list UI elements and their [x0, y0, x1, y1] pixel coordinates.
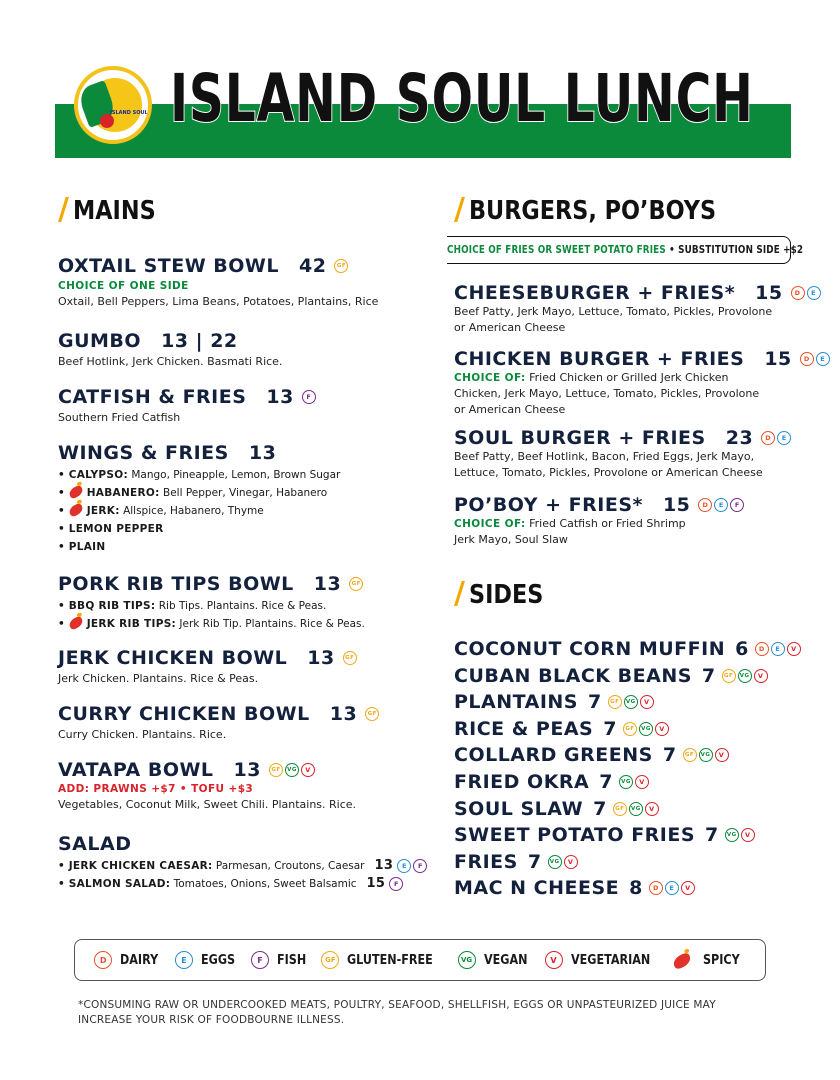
- legend-label: FISH: [277, 952, 307, 968]
- salad-text: Parmesan, Croutons, Caesar: [215, 860, 365, 872]
- sides-heading: / SIDES: [454, 576, 544, 611]
- side-name: PLANTAINS: [454, 691, 578, 714]
- diet-badges: [722, 669, 768, 683]
- menu-item: [58, 442, 340, 556]
- side-name-row: [454, 718, 669, 740]
- side-price: 6: [735, 638, 749, 660]
- vegan-badge-icon: VG: [619, 775, 633, 789]
- diet-badges: [698, 498, 744, 512]
- option-text: Rib Tips. Plantains. Rice & Peas.: [158, 600, 327, 612]
- bullet-dot: •: [58, 541, 65, 553]
- gluten-free-badge-icon: GF: [722, 669, 736, 683]
- item-name: CATFISH & FRIES: [58, 386, 247, 408]
- gluten-free-badge-icon: GF: [343, 651, 357, 665]
- eggs-badge-icon: E: [714, 498, 728, 512]
- vegetarian-badge-icon: V: [564, 855, 578, 869]
- item-price: 13: [233, 759, 261, 781]
- item-price: 42: [299, 255, 327, 277]
- item-description: Jerk Mayo, Soul Slaw: [454, 533, 568, 546]
- side-name: FRIES: [454, 850, 518, 873]
- item-name: SOUL BURGER + FRIES: [454, 427, 706, 449]
- legend-item: [94, 951, 164, 969]
- side-name: RICE & PEAS: [454, 717, 594, 740]
- diet-badges: [548, 855, 578, 869]
- diet-badges: [761, 431, 791, 445]
- side-name: SWEET POTATO FRIES: [454, 824, 696, 847]
- option-label: PLAIN: [68, 541, 106, 553]
- side-item: [454, 851, 578, 873]
- item-description: Beef Hotlink, Jerk Chicken. Basmati Rice.: [58, 355, 283, 368]
- eggs-badge-icon: E: [816, 352, 830, 366]
- heading-slash: /: [454, 576, 465, 611]
- item-price: 13: [266, 386, 294, 408]
- option-label: CALYPSO:: [68, 469, 128, 481]
- option-line: [58, 615, 365, 633]
- item-name-row: [58, 255, 348, 277]
- dairy-badge-icon: D: [800, 352, 814, 366]
- salad-label: JERK CHICKEN CAESAR:: [68, 860, 213, 872]
- gluten-free-badge-icon: GF: [608, 695, 622, 709]
- legend-item: [321, 951, 447, 969]
- legend-label: DAIRY: [120, 952, 159, 968]
- item-price: 15: [755, 282, 783, 304]
- side-price: 7: [603, 717, 617, 740]
- salad-label: SALMON SALAD:: [68, 878, 171, 890]
- diet-badges: [800, 352, 830, 366]
- legend-item: [673, 953, 746, 968]
- vegetarian-badge-icon: V: [741, 828, 755, 842]
- item-price: 13: [248, 442, 277, 464]
- side-name-row: [454, 824, 755, 846]
- choice-label: CHOICE OF:: [454, 372, 526, 384]
- item-name-row: [454, 427, 791, 449]
- item-price: 13: [313, 573, 342, 595]
- choice-text: Fried Chicken or Grilled Jerk Chicken: [529, 371, 729, 384]
- menu-item: [454, 427, 791, 481]
- diet-badges: [302, 390, 316, 404]
- side-item: [454, 824, 755, 846]
- side-price: 7: [527, 850, 542, 873]
- option-line: [58, 597, 365, 615]
- vegan-badge-icon: VG: [285, 763, 299, 777]
- side-name-row: [454, 744, 729, 766]
- bullet-dot: •: [58, 878, 65, 890]
- option-line: [58, 466, 340, 484]
- gluten-free-badge-icon: GF: [349, 577, 363, 591]
- legend-label: EGGS: [201, 952, 236, 968]
- side-price: 7: [593, 797, 607, 820]
- vegetarian-badge-icon: V: [787, 642, 801, 656]
- item-name-row: [58, 386, 316, 408]
- salad-line: [58, 857, 427, 875]
- vegetarian-badge-icon: V: [655, 722, 669, 736]
- side-name-row: [454, 691, 654, 713]
- salad-price: 15: [366, 876, 386, 891]
- item-note: CHOICE OF ONE SIDE: [58, 280, 189, 292]
- diet-badges: [608, 695, 654, 709]
- menu-item: [58, 647, 357, 687]
- side-price: 8: [629, 877, 643, 900]
- gluten-free-badge-icon: GF: [334, 259, 348, 273]
- legend-item: [458, 951, 535, 969]
- item-description: Southern Fried Catfish: [58, 411, 181, 424]
- vegetarian-badge-icon: V: [301, 763, 315, 777]
- option-text: Allspice, Habanero, Thyme: [123, 505, 264, 517]
- gluten-free-badge-icon: GF: [683, 748, 697, 762]
- chili-pepper-icon: [67, 485, 84, 500]
- side-name-row: [454, 665, 768, 687]
- diet-badges: [334, 259, 348, 273]
- dietary-legend: [74, 939, 766, 981]
- menu-item: [58, 573, 365, 633]
- side-name-row: [454, 771, 649, 793]
- side-item: [454, 665, 768, 687]
- menu-item: [454, 494, 744, 548]
- menu-item: [58, 386, 316, 426]
- heading-slash: /: [454, 192, 465, 227]
- legend-label: VEGETARIAN: [570, 952, 650, 968]
- item-description: Lettuce, Tomato, Pickles, Provolone or American Cheese: [454, 466, 763, 479]
- item-price: 15: [662, 494, 691, 516]
- salad-line: [58, 875, 427, 893]
- dairy-badge-icon: D: [755, 642, 769, 656]
- item-description: or American Cheese: [454, 403, 566, 416]
- menu-item: [58, 833, 427, 893]
- heading-slash: /: [58, 192, 69, 227]
- option-label: LEMON PEPPER: [68, 523, 164, 535]
- bullet-dot: •: [58, 523, 65, 535]
- side-name: COLLARD GREENS: [454, 744, 653, 767]
- menu-item: [454, 282, 821, 336]
- item-name: CHICKEN BURGER + FRIES: [454, 348, 745, 370]
- vegetarian-badge-icon: V: [640, 695, 654, 709]
- legend-label: GLUTEN-FREE: [347, 952, 434, 968]
- diet-badges: [725, 828, 755, 842]
- side-price: 7: [701, 664, 716, 687]
- item-description: Beef Patty, Beef Hotlink, Bacon, Fried Eggs, Jerk Mayo,: [454, 450, 755, 463]
- side-name: CUBAN BLACK BEANS: [454, 664, 692, 687]
- fish-badge-icon: F: [251, 951, 269, 969]
- item-name-row: [454, 348, 830, 370]
- eggs-badge-icon: E: [771, 642, 785, 656]
- item-name-row: [58, 759, 315, 781]
- burgers-heading: / BURGERS, PO’BOYS: [454, 192, 717, 227]
- item-addon: ADD: PRAWNS +$7 • TOFU +$3: [58, 783, 254, 795]
- mains-heading: / MAINS: [58, 192, 156, 227]
- gluten-free-badge-icon: GF: [321, 951, 339, 969]
- choice-text: Fried Catfish or Fried Shrimp: [529, 517, 686, 530]
- option-line: [58, 538, 340, 556]
- side-item: [454, 691, 654, 713]
- dairy-badge-icon: D: [698, 498, 712, 512]
- item-name-row: [58, 833, 131, 855]
- option-text: Bell Pepper, Vinegar, Habanero: [162, 487, 328, 499]
- salad-price: 13: [374, 858, 394, 873]
- menu-item: [58, 703, 379, 743]
- item-name: CHEESEBURGER + FRIES*: [454, 282, 736, 304]
- fish-badge-icon: F: [389, 877, 403, 891]
- item-price: 13: [329, 703, 358, 725]
- diet-badges: [365, 707, 379, 721]
- bullet-dot: •: [58, 505, 65, 517]
- item-description: Chicken, Jerk Mayo, Lettuce, Tomato, Pickles, Provolone: [454, 387, 760, 400]
- dairy-badge-icon: D: [791, 286, 805, 300]
- item-choice: [454, 516, 744, 532]
- gluten-free-badge-icon: GF: [269, 763, 283, 777]
- vegetarian-badge-icon: V: [681, 881, 695, 895]
- item-name-row: [454, 494, 744, 516]
- diet-badges: [613, 802, 659, 816]
- choice-green-text: CHOICE OF FRIES OR SWEET POTATO FRIES: [447, 243, 666, 256]
- side-name-row: [454, 851, 578, 873]
- eggs-badge-icon: E: [665, 881, 679, 895]
- vegan-badge-icon: VG: [629, 802, 643, 816]
- legend-item: [545, 951, 663, 969]
- option-label: BBQ RIB TIPS:: [68, 600, 156, 612]
- item-name-row: [58, 330, 238, 352]
- vegetarian-badge-icon: V: [545, 951, 563, 969]
- dairy-badge-icon: D: [649, 881, 663, 895]
- item-choice: [454, 370, 830, 386]
- bullet-dot: •: [58, 860, 65, 872]
- diet-badges: [623, 722, 669, 736]
- item-description: Jerk Chicken. Plantains. Rice & Peas.: [58, 672, 259, 685]
- menu-item: [58, 330, 282, 370]
- side-price: 7: [587, 691, 602, 714]
- option-label: JERK:: [86, 505, 120, 517]
- item-price: 13: [307, 647, 335, 669]
- item-name: WINGS & FRIES: [58, 442, 229, 464]
- item-name-row: [58, 647, 357, 669]
- option-text: Mango, Pineapple, Lemon, Brown Sugar: [131, 469, 341, 481]
- gluten-free-badge-icon: GF: [365, 707, 379, 721]
- choice-label: CHOICE OF:: [454, 518, 526, 530]
- page-title: ISLAND SOUL LUNCH: [170, 60, 754, 137]
- item-name-row: [454, 282, 821, 304]
- diet-badges: [343, 651, 357, 665]
- side-name: SOUL SLAW: [454, 797, 584, 820]
- side-price: 7: [599, 771, 613, 793]
- diet-badges: [269, 763, 315, 777]
- fish-badge-icon: F: [302, 390, 316, 404]
- item-name: OXTAIL STEW BOWL: [58, 255, 279, 277]
- island-soul-logo: [74, 66, 152, 144]
- diet-badges: [619, 775, 649, 789]
- side-name: COCONUT CORN MUFFIN: [454, 638, 726, 660]
- diet-badges: [389, 877, 403, 891]
- dairy-badge-icon: D: [761, 431, 775, 445]
- gluten-free-badge-icon: GF: [623, 722, 637, 736]
- item-name: PORK RIB TIPS BOWL: [58, 573, 294, 595]
- eggs-badge-icon: E: [807, 286, 821, 300]
- item-name: VATAPA BOWL: [58, 759, 214, 781]
- side-price: 7: [705, 824, 719, 847]
- side-item: [454, 744, 729, 766]
- side-name-row: [454, 877, 695, 899]
- option-line: [58, 484, 340, 502]
- item-name-row: [58, 703, 379, 725]
- item-name: JERK CHICKEN BOWL: [58, 647, 288, 669]
- side-name: MAC N CHEESE: [454, 877, 620, 900]
- item-name: SALAD: [58, 833, 132, 855]
- vegan-badge-icon: VG: [639, 722, 653, 736]
- side-item: [454, 798, 659, 820]
- chili-pepper-icon: [67, 503, 84, 518]
- item-price: 15: [764, 348, 792, 370]
- item-description: Vegetables, Coconut Milk, Sweet Chili. Plantains. Rice.: [58, 798, 357, 811]
- legend-item: [175, 951, 241, 969]
- diet-badges: [649, 881, 695, 895]
- vegetarian-badge-icon: V: [635, 775, 649, 789]
- diet-badges: [349, 577, 363, 591]
- item-name-row: [58, 442, 276, 464]
- eggs-badge-icon: E: [397, 859, 411, 873]
- bullet-dot: •: [58, 618, 65, 630]
- vegan-badge-icon: VG: [738, 669, 752, 683]
- bullet-dot: •: [58, 469, 65, 481]
- option-line: [58, 520, 340, 538]
- flower-graphic: [100, 114, 114, 128]
- item-description: or American Cheese: [454, 321, 566, 334]
- chili-pepper-icon: [671, 952, 692, 970]
- choice-dot: •: [669, 243, 675, 256]
- item-price: 23: [725, 427, 754, 449]
- vegan-badge-icon: VG: [458, 951, 476, 969]
- option-text: Jerk Rib Tip. Plantains. Rice & Peas.: [179, 618, 365, 630]
- side-item: [454, 638, 801, 660]
- fries-choice-bar: [447, 236, 804, 264]
- gluten-free-badge-icon: GF: [613, 802, 627, 816]
- menu-item: [454, 348, 830, 418]
- item-description: Oxtail, Bell Peppers, Lima Beans, Potatoes, Plantains, Rice: [58, 295, 379, 308]
- diet-badges: [397, 859, 427, 873]
- fish-badge-icon: F: [730, 498, 744, 512]
- eggs-badge-icon: E: [175, 951, 193, 969]
- vegetarian-badge-icon: V: [754, 669, 768, 683]
- item-description: Curry Chicken. Plantains. Rice.: [58, 728, 227, 741]
- vegetarian-badge-icon: V: [645, 802, 659, 816]
- vegan-badge-icon: VG: [725, 828, 739, 842]
- side-item: [454, 877, 695, 899]
- legend-label: VEGAN: [483, 952, 528, 968]
- menu-item: [58, 759, 356, 813]
- vegan-badge-icon: VG: [548, 855, 562, 869]
- side-name-row: [454, 638, 801, 660]
- vegetarian-badge-icon: V: [715, 748, 729, 762]
- chili-pepper-icon: [67, 616, 84, 631]
- salad-text: Tomatoes, Onions, Sweet Balsamic: [173, 878, 357, 890]
- side-name: FRIED OKRA: [454, 771, 590, 793]
- vegan-badge-icon: VG: [699, 748, 713, 762]
- diet-badges: [683, 748, 729, 762]
- eggs-badge-icon: E: [777, 431, 791, 445]
- legend-label: SPICY: [703, 952, 740, 968]
- allergy-footnote: *CONSUMING RAW OR UNDERCOOKED MEATS, POULTRY, SEAFOOD, SHELLFISH, EGGS OR UNPASTEURIZED JUICE MAY INCREASE YOUR RISK OF FOODBOURNE ILLNESS.: [78, 999, 716, 1026]
- option-label: JERK RIB TIPS:: [86, 618, 177, 630]
- menu-item: [58, 255, 378, 310]
- diet-badges: [791, 286, 821, 300]
- side-name-row: [454, 798, 659, 820]
- option-label: HABANERO:: [86, 487, 160, 499]
- logo-text: ISLAND SOUL: [110, 110, 148, 116]
- side-item: [454, 771, 649, 793]
- item-description: Beef Patty, Jerk Mayo, Lettuce, Tomato, Pickles, Provolone: [454, 305, 773, 318]
- dairy-badge-icon: D: [94, 951, 112, 969]
- diet-badges: [755, 642, 801, 656]
- item-price: 13 | 22: [161, 330, 238, 352]
- option-line: [58, 502, 340, 520]
- item-name: CURRY CHICKEN BOWL: [58, 703, 310, 725]
- side-item: [454, 718, 669, 740]
- bullet-dot: •: [58, 600, 65, 612]
- bullet-dot: •: [58, 487, 65, 499]
- side-price: 7: [662, 744, 677, 767]
- choice-substitution-text: SUBSTITUTION SIDE +$2: [678, 243, 804, 256]
- item-name: PO’BOY + FRIES*: [454, 494, 643, 516]
- item-name: GUMBO: [58, 330, 142, 352]
- item-name-row: [58, 573, 363, 595]
- vegan-badge-icon: VG: [624, 695, 638, 709]
- legend-item: [251, 951, 311, 969]
- fish-badge-icon: F: [413, 859, 427, 873]
